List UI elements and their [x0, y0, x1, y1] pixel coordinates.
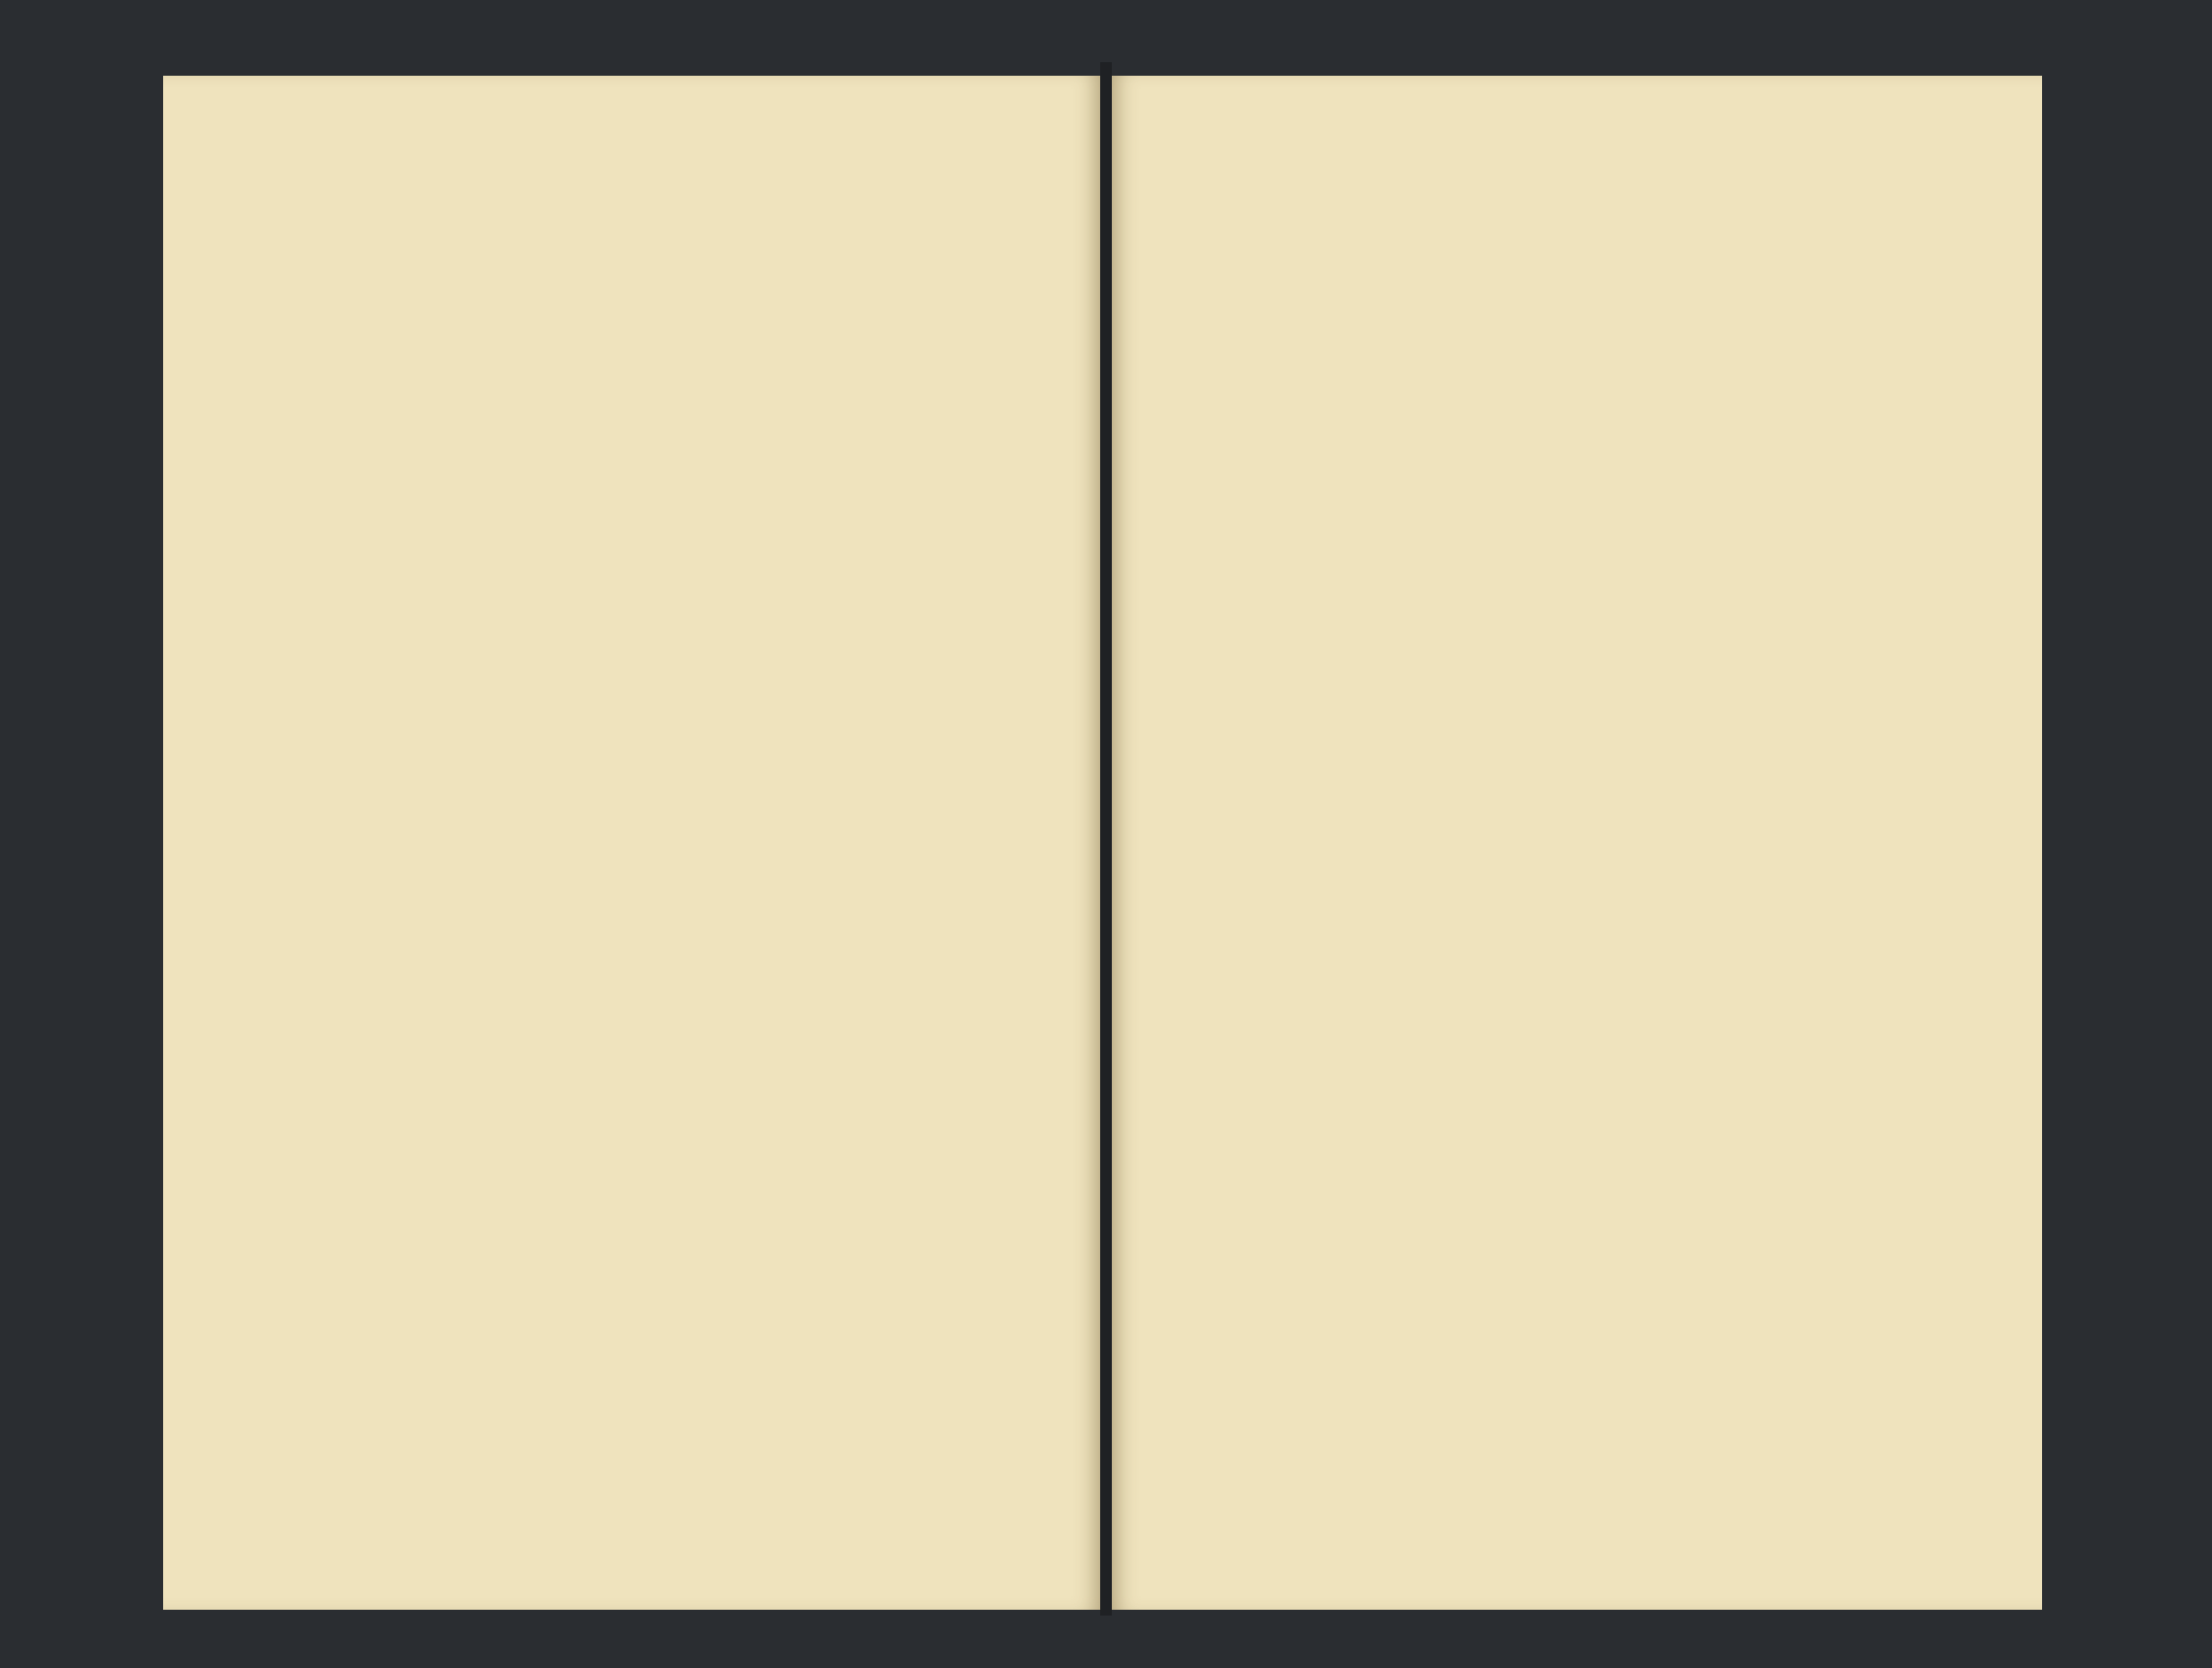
right-page	[1110, 76, 2042, 1610]
book-gutter	[1100, 62, 1112, 1616]
left-page	[163, 76, 1102, 1610]
